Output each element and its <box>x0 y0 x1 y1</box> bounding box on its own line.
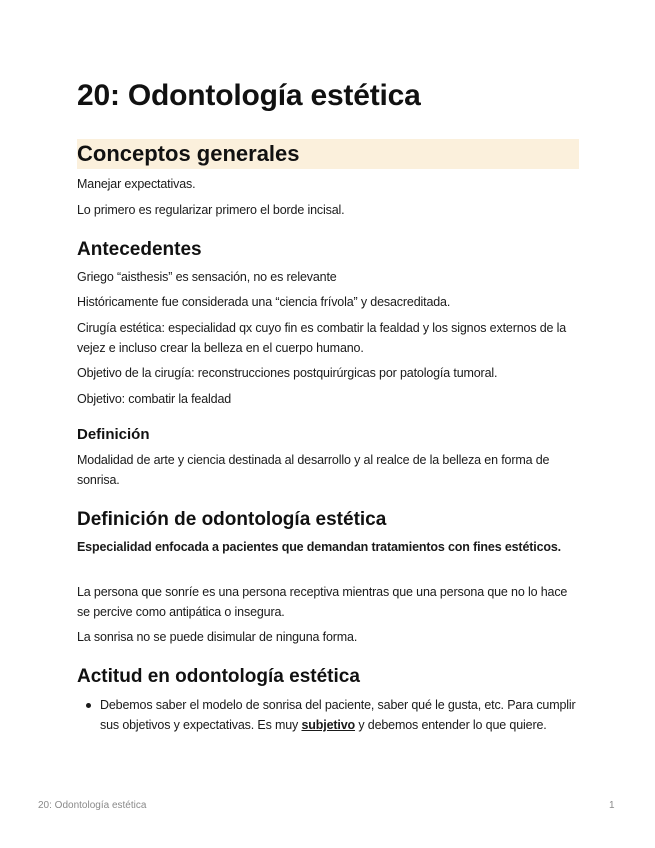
heading-actitud: Actitud en odontología estética <box>77 666 360 687</box>
paragraph-sonrisa-disimular: La sonrisa no se puede disimular de ninguna forma. <box>77 630 358 644</box>
heading-antecedentes: Antecedentes <box>77 239 202 260</box>
paragraph-especialidad-bold: Especialidad enfocada a pacientes que demandan tratamientos con fines estéticos. <box>77 540 561 554</box>
paragraph-manejar-expectativas: Manejar expectativas. <box>77 177 196 191</box>
paragraph-objetivo-cirugia: Objetivo de la cirugía: reconstrucciones postquirúrgicas por patología tumoral. <box>77 366 498 380</box>
paragraph-griego: Griego “aisthesis” es sensación, no es relevante <box>77 270 337 284</box>
bullet-text-emphasis: subjetivo <box>301 718 356 732</box>
paragraph-borde-incisal: Lo primero es regularizar primero el borde incisal. <box>77 203 345 217</box>
section-heading-highlight <box>77 139 579 169</box>
bullet-list <box>77 695 579 735</box>
footer-page-number: 1 <box>609 800 615 811</box>
footer-title: 20: Odontología estética <box>38 800 147 811</box>
section-heading-conceptos-generales: Conceptos generales <box>77 141 300 166</box>
paragraph-persona-sonrie: La persona que sonríe es una persona receptiva mientras que una persona que no lo hace se percive como antipática o insegura. <box>77 585 568 619</box>
paragraph-definicion: Modalidad de arte y ciencia destinada al desarrollo y al realce de la belleza en forma de sonrisa. <box>77 453 550 487</box>
heading-definicion-odontologia: Definición de odontología estética <box>77 509 387 530</box>
bullet-text-after: y debemos entender lo que quiere. <box>355 718 547 732</box>
page-title: 20: Odontología estética <box>77 79 421 112</box>
paragraph-objetivo-fealdad: Objetivo: combatir la fealdad <box>77 392 232 406</box>
paragraph-historicamente: Históricamente fue considerada una “ciencia frívola” y desacreditada. <box>77 295 451 309</box>
list-item <box>77 695 579 735</box>
bullet-text-before: Debemos saber el modelo de sonrisa del paciente, saber qué le gusta, etc. Para cumplir sus objetivos y expectativas. Es muy <box>100 698 576 732</box>
paragraph-cirugia-estetica: Cirugía estética: especialidad qx cuyo fin es combatir la fealdad y los signos externos de la vejez e incluso crear la belleza en el cuerpo humano. <box>77 321 567 355</box>
heading-definicion: Definición <box>77 426 150 443</box>
bullet-dot-icon <box>86 703 91 708</box>
